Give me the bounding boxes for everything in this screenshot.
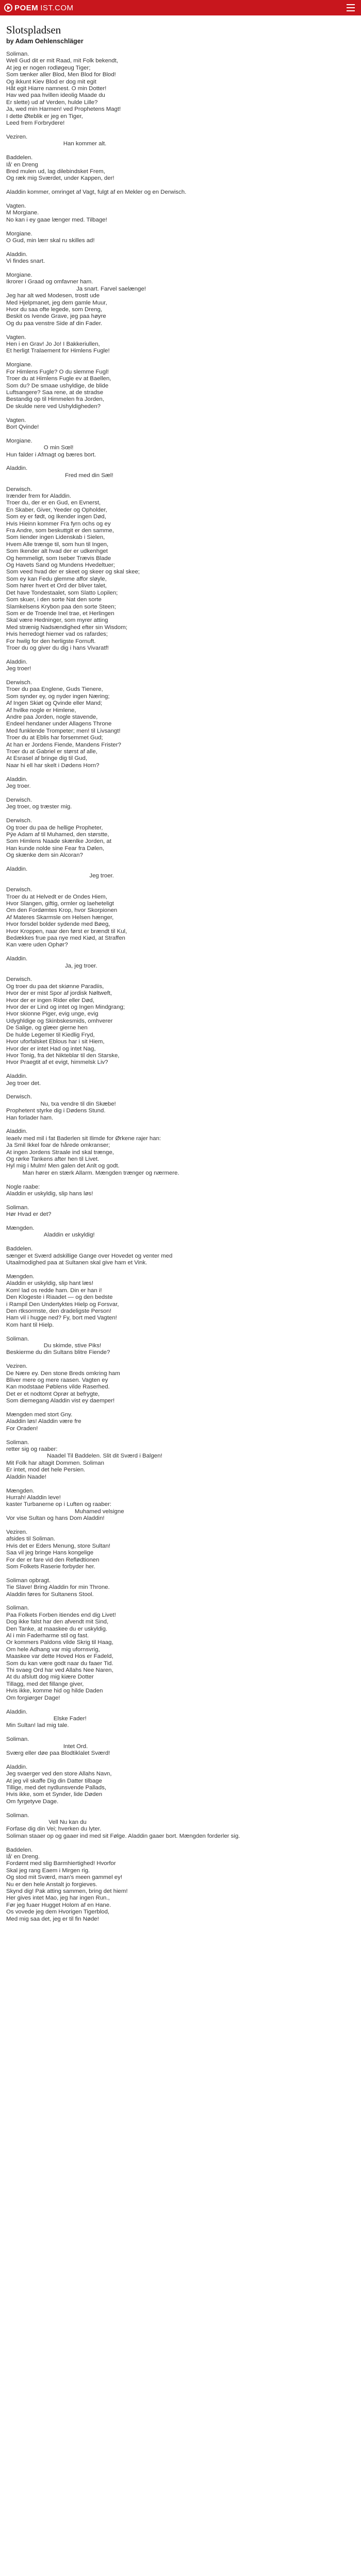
author-link[interactable]: Adam Oehlenschläger <box>15 38 84 45</box>
play-logo-icon <box>4 4 12 12</box>
poem-content <box>6 24 347 1923</box>
site-logo[interactable] <box>4 3 74 13</box>
poem-author <box>6 38 347 45</box>
hamburger-menu-icon[interactable] <box>347 4 355 11</box>
poem-body: Soliman. Well Gud dit er mit Raad, mit Folk bekendt, At jeg er nogen rodløgeug Tiger; Som tænker aller Blod, Men Blod for Blod! Og ikkunt Kiev Blod er dog mit egit Håt egit Hiarre namnest. O min Dotter! Hav wed paa hvillen ideolig Maade du Er slette) ud af Verden, hulde Lille? Ja, wed min Harmen! ved Prophetens Magt! I dette Øteblik er jeg en Tiger, Leed frem Forbrydere! Veziren. Han kommer alt. Baddelen. Iå' en Dreng Bred mulen ud, lag dilebindsket Frem, Og ræk mig Sværdet, under Kappen, der! Aladdin kommer, omringet af Vagt, fulgt af en Mekler og en Derwisch. Vagten. M Morgiane. No kan i ey gaae længer med. Tilbage! Morgiane. O Gud, min lærr skal ru skilles ad! Aladdin. Vi findes snart. Morgiane. Ikrorer i Graad og omfavner ham. Ja snart. Farvel saelænge! Jeg har alt wed Modesen, trostt ude Med Hjelpmanet, jeg dem gamle Muur, Hvor du saa ofte legede, som Dreng, Beskit os Ivende Grave, jeg paa høyre Og du paa venstre Side af din Fader. Vagten. Hen i en Grav! Jo Jo! I Bakkeriullen, Et herligt Tralaement for Himlens Fugle! Morgiane. For Himlens Fugle? O du slemme Fugl! Troer du at Himlens Fugle ev at Baellen, Som du? De smaae ushyldige, de blide Luftsangere? Saa rene, at de stradse Bestandig op til Himmelen fra Jorden, De skulde nere ved Ushyldigheden? Vagten. Bort Qvinde! Morgiane. O min Sœl! Hun falder i Afmagt og bæres bort. Aladdin. Fred med din Sæl! Derwisch. Irænder frem for Aladdin. Troer du, der er en Gud, en Evnerst, En Skaber, Giver, Yeeder og Opholder, Som ey er født, og Ikender ingen Død, Hvis Hieinn kommer Fra fyrn ochs og ey Fra Andre, som beskuttgit er den samme, Som Iiender ingen Lidenskab i Sielen, Hvem Alle trænge til, som hun til Ingen, Som Ikender alt hvad der er udkenhget Og hemmeligt, som Iseber Trævis Blade Og Havets Sand og Mundens Hvedeltuer; Som veed hvad der er skeet og skeer og skal skee; Som ey kan Fedu glemme affor sløyle, Som hører hvert et Ord der bliver talet, Det have Tondestaalet, som Slatto Lopilen; Som skuer, i den sorte Nat den sorte Slamkelsens Krybon paa den sorte Steen; Som er de Troende Inel trae, et Herlingen Skal være Hedninger, som myrer atting Med strænig Nadsændighed efter sin Wisdom; Hvis herredogt hiemer vad os rafardes; For hwilg for den herligste Fornuft. Troer du og giver du dig i hans Vivaratf! Aladdin. Jeg troer! Derwisch. Troer du paa Englene, Guds Tienere, Som synder ey, og nyder ingen Næring; Af Ingen Skiøt og Qvinde eller Mand; Af hvilke nogle er Himlene, Andre paa Jorden, nogle stavende, Endeel hendaner under Allagens Throne Med funklende Trompeter; men! til Livsangt! Troer du at Eblis har forsemmet Gud; At han er Jordens Fiende, Mandens Frister? Troer du at Gabriel er størst af alle, At Esrasel af bringe dig til Gud, Naar hi ell har skelt i Dødens Horn? Aladdin. Jeg troer. Derwisch. Jeg troer, og træster mig. Derwisch. Og troer du paa de hellige Propheter, Pÿe Adam af til Muhamed, den størstte, Som Himlens Naade skænlke Jorden, at Han kunde nolde sine Fear fra Dølen, Og skænke dem sin Alcoran? Aladdin. Jeg troer. Derwisch. Troer du at Helvedt er de Ondes Hiem, Hvor Slangen, giftig, ormler og laeheteligt Om den Fordømtes Krop, hvor Skorpionen Af Materes Skarmsle om Helsen hænger, Hvor forsdel bolder sydende med Bøeg, Hvor Kroppen, naar den først er brændt til Kul, Bedækkes frue paa nye med Kiød, at Straffen Kan være uden Ophør? Aladdin. Ja, jeg troer. Derwisch. Og troer du paa det skiønne Paradiis, Hvor der er mist Spor af jordisk Nøltweft, Hvor der er ingen Rider eller Død, Hvor der er Lind og intet og Ingen Mindgrang; Hvor skionne Piger, evig unge, evig Udyghldige og Skinbskesmids, omhverer De Salige, og glæer gierne hen De hulde Legemer til Kiedlig Fryd, Hvor uforfalsket Eblous har i sit Hiem, Hvor der er intet Had og intet Nag, Hvor Tonig, fra det Nikteblar til den Starske, Hvor Praegtit af et evigt, himmelsk Liv? Aladdin. Jeg troer det. Derwisch. Nu, txa vendre til din Skæbe! Prophetent styrke dig i Dødens Stund. Han forlader ham. Aladdin. Ieaelv med mil i fat Baderlen sit Ilimde for Ørkene rajer han: Ja Smil Ikkel foar de hårede omkranser; At ingen Jordens Straale ind skal trænge, Og rørke Tankens after hen til Livet. Hyl mig i Mulm! Men galen det Anlt og godt. Man hører en stærk Allarm. Mængden trænger og nærmere. Nogle raabe: Aladdin er uskyldig, slip hans løs! Soliman. Hør Hvad er det? Mængden. Aladdin er uskyldig! Baddelen. sænger et Sværd adskillige Gange over Hovedet og venter med Utaalmodighed paa at Sultanen skal give ham et Vink. Mængden. Aladdin er uskyldig, slip hant læs! Kom! lad os redde ham. Din er han i! Den Klogeste i Riaadet — og den bedste i Rampil Den Undertyktes Hielp og Forsvar, Den rtksormste, den dradeligste Person! Ham vil i hugge ned? Fy, bort med Vagten! Kom hant til Hielp. Soliman. Du skimde, stive Piks! Beskierme du din Sultans blitre Fiende? Veziren. De Nære ey. Den stone Breds omkring ham Bliver mere og mere raasen. Vagten ey Kan modstaae Pøblens vilde Raserhed. Det er et nodtomt Oprør at befrygte, Som diemegang Aladdin vist ey daemper! Mængden med stort Gny. Aladdin løs! Aladdin være fre For Oraden! Soliman. retter sig og raaber: Naadel Til Baddelen. Slit dit Sværd i Balgen! Mit Folk har altagit Dommen. Soliman Er intet, mod det hele Persien. Aladdin Naade! Mængden. Hurrah! Aladdin leve! kaster Turbanerne op i Luften og raaber: Muhamed velsigne Vor vise Sultan og hans Dom Aladdin! Veziren. afsides til Soliman. Hvis det er Eders Menung, store Sultan! Saa vil jeg bringe Hans kongelige For der er fare vid den Reflødtionen Som Folkets Raserie forbyder her. Soliman opbragt. Tie Slave! Bring Aladdin for min Throne. Aladdin føres for Sultanens Stool. Soliman. Paa Folkets Forben itiendes end dig Livet! Dog ikke falst har den afvendt mit Sind, Den Tanke, at maaskee du er uskyldig. Al i min Faderharme stil og fast. Or kommers Paldons vilde Skrig til Haag, Om hele Adhang var mig ufornsvrig, Maaskee var dette Hoved Hos er Fadeld, Som du kan være godt naar du faaer Tid. Thi svaeg Ord har ved Allahs Nee Naren, At du afslutt dog mig kiære Dotter Tillagg, med det fillange giver, Hvis ikke, komme hid og hilde Daden Om forgiørger Dage! Aladdin. Elske Fader! Min Sultan! lad mig tale. Soliman. Intet Ord. Sværg eller døe paa Blodtiklalet Sværd! Aladdin. Jeg svaerger ved den store Allahs Navn, At jeg vil skaffe Dig din Datter tilbage Tillige, med det nydlunsvende Pallads, Hvis ikke, som et Synder, lide Døden Om fyrgetyve Dage. Soliman. Vell Nu kan du Forfase dig din Vei; hverken du lyter. Soliman staaer op og gaaer ind med sit Følge. Aladdin gaaer bort. Mængden forderler sig. Baddelen. Iå' en Dreng. Fordømt med slig Barmhiertighed! Hvorfor Skal jeg rang Eaem i Mirgen rig. Og stod mit Sværd, man's meen gammel ey! Nu er den hele Anstalt jo forgieves. Skynd dig! Pak atting sammen, bring det hiem! Her gives intet Mao, jeg har ingen Run., Før jeg fuaer Hugget Holom af en Hane. Os vovede jeg dem Hvorigen Tigerblod, Med mig saa det, jeg er til fin Nøde! <box>6 51 240 1922</box>
logo-text-light: IST.COM <box>40 3 74 12</box>
poem-title: Slotspladsen <box>6 24 61 36</box>
author-prefix: by <box>6 38 14 45</box>
site-header <box>0 0 361 15</box>
logo-text-bold: POEM <box>14 3 39 12</box>
